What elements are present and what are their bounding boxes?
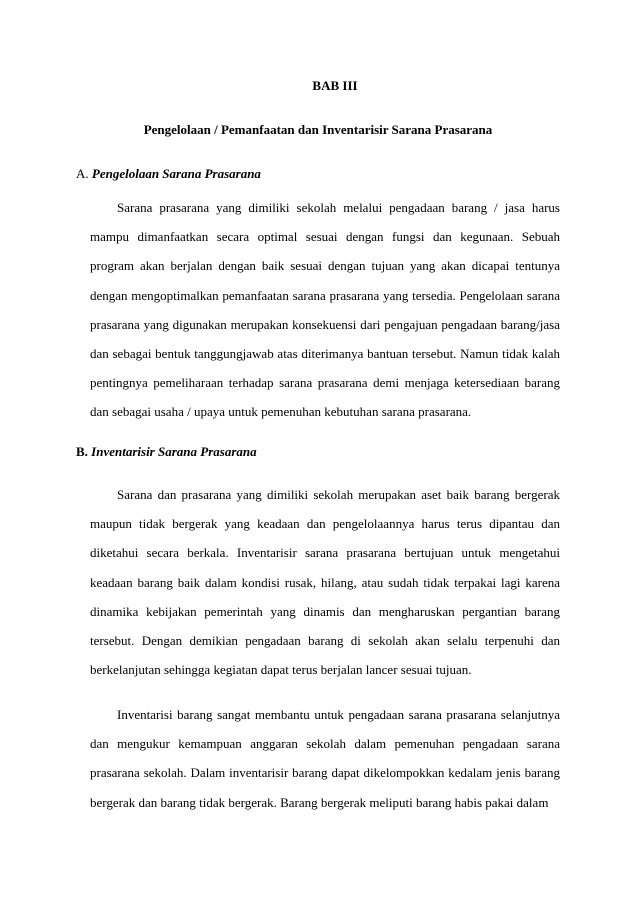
section-b-title: Inventarisir Sarana Prasarana bbox=[91, 444, 257, 459]
section-a-letter: A. bbox=[76, 166, 89, 181]
section-b-paragraph-2: Inventarisi barang sangat membantu untuk pengadaan sarana prasarana selanjutnya dan mengukur kemampuan anggaran sekolah dalam pemenuhan pengadaan sarana prasarana sekolah. Dalam inventarisir barang dapat dikelompokkan kedalam jenis barang bergerak dan barang tidak bergerak. Barang bergerak meliputi barang habis pakai dalam bbox=[90, 707, 560, 810]
section-b-paragraph-1: Sarana dan prasarana yang dimiliki sekolah merupakan aset baik barang bergerak maupun tidak bergerak yang keadaan dan pengelolaannya harus terus dipantau dan diketahui secara berkala. Inventarisir sarana prasarana bertujuan untuk mengetahui keadaan barang baik dalam kondisi rusak, hilang, atau sudah tidak terpakai lagi karena dinamika kebijakan pemerintah yang dinamis dan mengharuskan pergantian barang tersebut. Dengan demikian pengadaan barang di sekolah akan selalu terpenuhi dan berkelanjutan sehingga kegiatan dapat terus berjalan lancer sesuai tujuan. bbox=[90, 487, 560, 678]
chapter-title: Pengelolaan / Pemanfaatan dan Inventarisir Sarana Prasarana bbox=[143, 122, 493, 137]
section-b-letter: B. bbox=[76, 444, 88, 459]
chapter-number bbox=[0, 78, 638, 94]
section-b-heading bbox=[76, 444, 257, 460]
section-a-heading bbox=[76, 166, 261, 182]
section-a-title: Pengelolaan Sarana Prasarana bbox=[91, 166, 261, 181]
chapter-number-label: BAB III bbox=[312, 78, 358, 93]
section-a-paragraph: Sarana prasarana yang dimiliki sekolah melalui pengadaan barang / jasa harus mampu dimanfaatkan secara optimal sesuai dengan fungsi dan kegunaan. Sebuah program akan berjalan dengan baik sesuai dengan tujuan yang akan dicapai tentunya dengan mengoptimalkan pemanfaatan sarana prasarana yang tersedia. Pengelolaan sarana prasarana yang digunakan merupakan konsekuensi dari pengajuan pengadaan barang/jasa dan sebagai bentuk tanggungjawab atas diterimanya bantuan tersebut. Namun tidak kalah pentingnya pemeliharaan terhadap sarana prasarana demi menjaga ketersediaan barang dan sebagai usaha / upaya untuk pemenuhan kebutuhan sarana prasarana. bbox=[90, 200, 560, 420]
